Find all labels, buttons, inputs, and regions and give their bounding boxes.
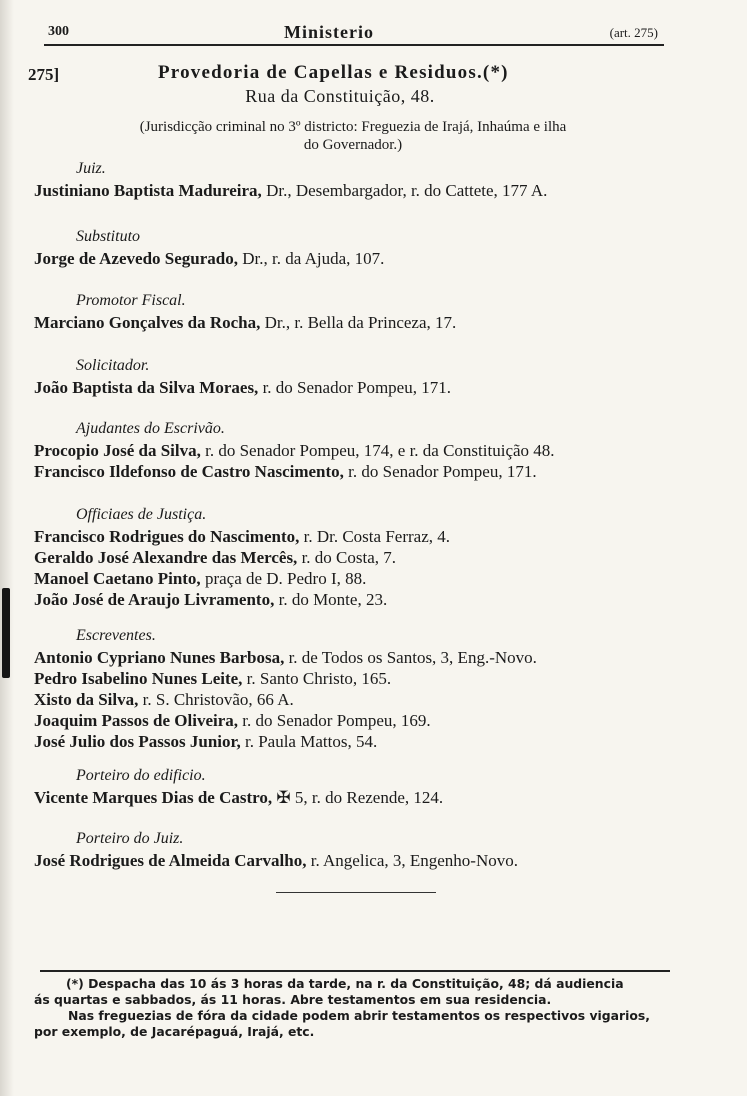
role-heading: Officiaes de Justiça. (76, 506, 207, 523)
person-name: José Julio dos Passos Junior, (34, 732, 241, 751)
person-name: Vicente Marques Dias de Castro, (34, 788, 273, 807)
person-details: Dr., r. Bella da Princeza, 17. (260, 313, 457, 332)
person-name: João Baptista da Silva Moraes, (34, 378, 259, 397)
header-rule (44, 44, 664, 46)
person-name: Justiniano Baptista Madureira, (34, 181, 262, 200)
person-entry (34, 647, 694, 668)
person-entry (34, 787, 694, 808)
person-entry (34, 180, 694, 201)
person-name: Marciano Gonçalves da Rocha, (34, 313, 261, 332)
person-entry (34, 312, 694, 333)
role-heading: Juiz. (76, 160, 106, 177)
person-name: Francisco Ildefonso de Castro Nascimento, (34, 462, 344, 481)
person-details: r. S. Christovão, 66 A. (138, 690, 294, 709)
person-details: r. Dr. Costa Ferraz, 4. (299, 527, 450, 546)
person-details: r. do Senador Pompeu, 174, e r. da Constituição 48. (200, 441, 555, 460)
person-entry (34, 547, 694, 568)
person-details: r. do Senador Pompeu, 171. (258, 378, 451, 397)
footnote-line: por exemplo, de Jacarépaguá, Irajá, etc. (34, 1024, 315, 1039)
page-number: 300 (48, 24, 69, 39)
person-entry (34, 850, 694, 871)
role-heading: Solicitador. (76, 357, 150, 374)
jurisdiction-note (58, 118, 648, 154)
closing-rule (276, 892, 436, 893)
person-details: Dr., r. da Ajuda, 107. (237, 249, 385, 268)
footnote-line: ás quartas e sabbados, ás 11 horas. Abre testamentos em sua residencia. (34, 992, 552, 1007)
block-promotor-fiscal (34, 290, 694, 333)
person-details: r. do Senador Pompeu, 171. (343, 462, 537, 481)
person-details: r. de Todos os Santos, 3, Eng.-Novo. (284, 648, 537, 667)
section-number: 275] (28, 65, 60, 84)
role-heading: Porteiro do edificio. (76, 767, 206, 784)
person-name: João José de Araujo Livramento, (34, 590, 275, 609)
block-escreventes (34, 625, 694, 752)
person-name: Francisco Rodrigues do Nascimento, (34, 527, 300, 546)
footnote-line: Nas freguezias de fóra da cidade podem abrir testamentos os respectivos vigarios, (68, 1008, 650, 1023)
person-entry (34, 440, 694, 461)
jurisdiction-line-1: (Jurisdicção criminal no 3º districto: Freguezia de Irajá, Inhaúma e ilha (139, 119, 567, 135)
person-details: praça de D. Pedro I, 88. (200, 569, 367, 588)
person-entry (34, 461, 694, 482)
role-heading: Ajudantes do Escrivão. (76, 420, 225, 437)
block-ajudantes (34, 418, 694, 482)
article-reference: (art. 275) (609, 25, 658, 40)
footnote-rule (40, 970, 670, 972)
section-address: Rua da Constituição, 48. (245, 86, 435, 106)
footnote-line: (*) Despacha das 10 ás 3 horas da tarde, na r. da Constituição, 48; dá audiencia (66, 976, 624, 991)
page-edge-shadow (0, 0, 14, 1096)
person-details: Dr., Desembargador, r. do Cattete, 177 A. (261, 181, 548, 200)
person-name: Jorge de Azevedo Segurado, (34, 249, 238, 268)
block-juiz (34, 158, 694, 201)
person-entry (34, 589, 694, 610)
person-details: r. do Costa, 7. (297, 548, 397, 567)
person-name: Xisto da Silva, (34, 690, 139, 709)
person-entry (34, 248, 694, 269)
block-porteiro-juiz (34, 828, 694, 871)
block-porteiro-edificio (34, 765, 694, 808)
person-entry (34, 668, 694, 689)
section-title: Provedoria de Capellas e Residuos.(*) (158, 62, 509, 83)
person-name: Antonio Cypriano Nunes Barbosa, (34, 648, 285, 667)
person-entry (34, 731, 694, 752)
person-entry (34, 710, 694, 731)
running-title: Ministerio (284, 22, 374, 42)
block-substituto (34, 226, 694, 269)
footnote (34, 976, 674, 1040)
person-name: José Rodrigues de Almeida Carvalho, (34, 851, 307, 870)
person-details: r. Paula Mattos, 54. (240, 732, 378, 751)
person-entry (34, 526, 694, 547)
person-name: Geraldo José Alexandre das Mercês, (34, 548, 298, 567)
person-name: Manoel Caetano Pinto, (34, 569, 201, 588)
person-details: ✠ 5, r. do Rezende, 124. (272, 788, 444, 807)
block-solicitador (34, 355, 694, 398)
person-details: r. Angelica, 3, Engenho-Novo. (306, 851, 518, 870)
person-entry (34, 689, 694, 710)
role-heading: Escreventes. (76, 627, 156, 644)
ink-blot (2, 588, 10, 678)
person-name: Pedro Isabelino Nunes Leite, (34, 669, 243, 688)
person-details: r. Santo Christo, 165. (242, 669, 392, 688)
block-officiaes (34, 504, 694, 610)
person-entry (34, 377, 694, 398)
role-heading: Substituto (76, 228, 141, 245)
person-details: r. do Monte, 23. (274, 590, 388, 609)
jurisdiction-line-2: do Governador.) (303, 137, 403, 153)
running-head (48, 22, 658, 46)
person-details: r. do Senador Pompeu, 169. (238, 711, 431, 730)
role-heading: Porteiro do Juiz. (76, 830, 184, 847)
role-heading: Promotor Fiscal. (76, 292, 186, 309)
person-entry (34, 568, 694, 589)
person-name: Joaquim Passos de Oliveira, (34, 711, 239, 730)
person-name: Procopio José da Silva, (34, 441, 201, 460)
